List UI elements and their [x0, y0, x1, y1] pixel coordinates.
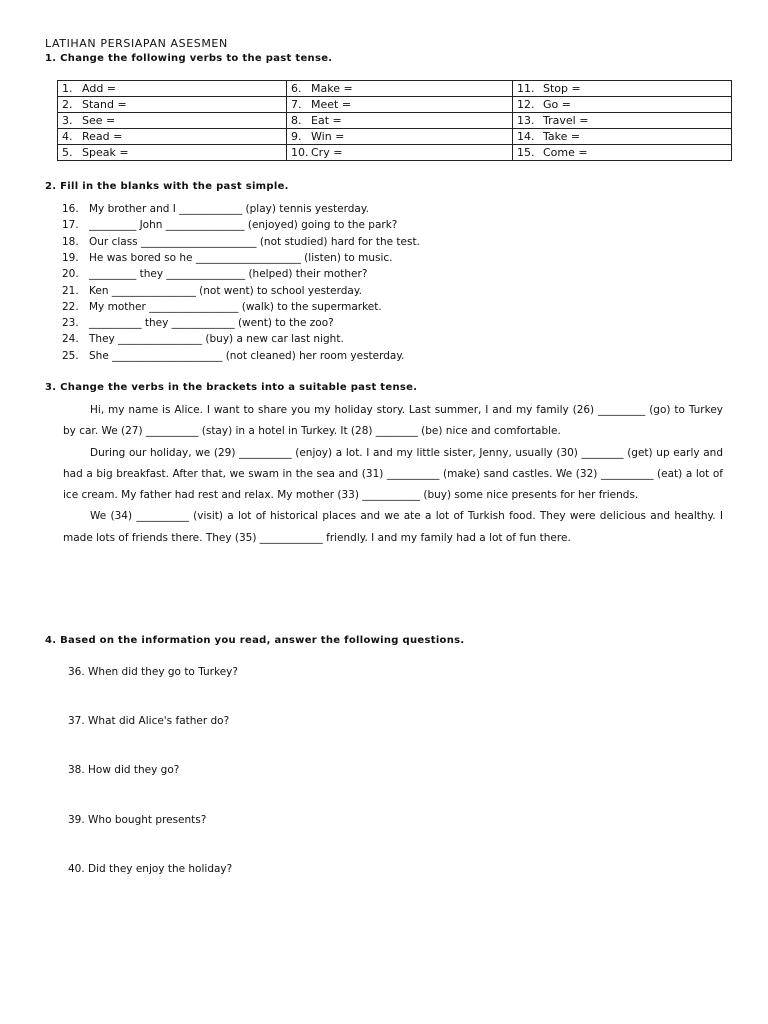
- verb-word: Speak =: [82, 146, 129, 159]
- item-sentence: My mother _________________ (walk) to the supermarket.: [89, 300, 382, 313]
- story-paragraph: During our holiday, we (29) __________ (enjoy) a lot. I and my little sister, Jenny, usually (30) ________ (get) up early and had a big breakfast. After that, we swam in the sea and (31) __________ (make) sand castles. We (32) __________ (eat) a lot of ice cream. My father had rest and relax. My mother (33) ___________ (buy) some nice presents for her friends.: [63, 446, 723, 502]
- verb-number: 10.: [291, 146, 309, 159]
- verb-number: 13.: [517, 114, 535, 127]
- fill-blank-item: [62, 301, 382, 313]
- verb-word: Cry =: [311, 146, 343, 159]
- verb-word: Read =: [82, 130, 123, 143]
- story-paragraph: We (34) __________ (visit) a lot of historical places and we ate a lot of Turkish food. They were delicious and healthy. I made lots of friends there. They (35) ____________ friendly. I and my family had a lot of fun there.: [63, 510, 723, 544]
- question-item: 38. How did they go?: [68, 764, 180, 777]
- fill-blank-item: [62, 317, 334, 329]
- verb-number: 12.: [517, 98, 535, 111]
- question-item: 36. When did they go to Turkey?: [68, 666, 238, 678]
- verb-cell: [58, 81, 287, 97]
- fill-blank-item: [62, 285, 362, 297]
- section1-heading: 1. Change the following verbs to the past tense.: [45, 53, 333, 64]
- verb-cell: [513, 113, 732, 129]
- verb-word: Stand =: [82, 98, 127, 111]
- worksheet-title: LATIHAN PERSIAPAN ASESMEN: [45, 37, 228, 50]
- verb-cell: [58, 145, 287, 161]
- fill-blank-item: [62, 350, 404, 362]
- verbs-table-row: [58, 145, 732, 161]
- fill-blank-item: [62, 219, 397, 231]
- verbs-table-row: [58, 97, 732, 113]
- verb-number: 1.: [62, 82, 73, 95]
- verb-cell: [287, 129, 513, 145]
- verbs-table-row: [58, 113, 732, 129]
- question-item: 37. What did Alice's father do?: [68, 715, 230, 728]
- verb-word: Add =: [82, 82, 117, 95]
- verb-number: 3.: [62, 114, 73, 127]
- item-sentence: Our class ______________________ (not studied) hard for the test.: [89, 235, 420, 248]
- section3-heading: 3. Change the verbs in the brackets into a suitable past tense.: [45, 382, 418, 393]
- question-item: 39. Who bought presents?: [68, 813, 207, 826]
- verb-number: 9.: [291, 130, 302, 143]
- verb-word: Come =: [543, 146, 588, 159]
- item-number: 25.: [62, 349, 79, 362]
- verb-word: Win =: [311, 130, 345, 143]
- item-sentence: _________ they _______________ (helped) their mother?: [89, 268, 368, 281]
- verb-cell: [513, 145, 732, 161]
- verb-number: 7.: [291, 98, 302, 111]
- verb-number: 14.: [517, 130, 535, 143]
- verb-number: 5.: [62, 146, 73, 159]
- verb-word: See =: [82, 114, 116, 127]
- verb-number: 15.: [517, 146, 535, 159]
- verb-word: Stop =: [543, 82, 581, 95]
- item-number: 22.: [62, 300, 79, 313]
- section4-heading: 4. Based on the information you read, answer the following questions.: [45, 635, 465, 646]
- verb-number: 2.: [62, 98, 73, 111]
- fill-blank-item: [62, 236, 420, 248]
- item-sentence: _________ John _______________ (enjoyed) going to the park?: [89, 219, 398, 232]
- fill-blank-item: [62, 333, 344, 345]
- verb-word: Travel =: [543, 114, 589, 127]
- verb-cell: [513, 81, 732, 97]
- verbs-table: [57, 80, 732, 161]
- item-number: 19.: [62, 251, 79, 264]
- verbs-table-row: [58, 129, 732, 145]
- item-number: 20.: [62, 268, 79, 281]
- verb-word: Eat =: [311, 114, 342, 127]
- item-sentence: __________ they ____________ (went) to the zoo?: [89, 317, 334, 330]
- story-paragraph: Hi, my name is Alice. I want to share you my holiday story. Last summer, I and my family (26) _________ (go) to Turkey by car. We (27) __________ (stay) in a hotel in Turkey. It (28) ________ (be) nice and comfortable.: [63, 404, 723, 438]
- verb-number: 8.: [291, 114, 302, 127]
- fill-blank-item: [62, 203, 369, 215]
- verb-cell: [513, 129, 732, 145]
- verb-number: 11.: [517, 82, 535, 95]
- verb-word: Go =: [543, 98, 571, 111]
- item-number: 24.: [62, 333, 79, 346]
- fill-blank-item: [62, 252, 393, 264]
- verb-cell: [58, 97, 287, 113]
- verb-number: 6.: [291, 82, 302, 95]
- section2-heading: 2. Fill in the blanks with the past simple.: [45, 181, 289, 192]
- verb-cell: [287, 81, 513, 97]
- item-sentence: Ken ________________ (not went) to school yesterday.: [89, 284, 362, 297]
- item-sentence: They ________________ (buy) a new car last night.: [89, 333, 344, 346]
- verb-cell: [58, 113, 287, 129]
- verb-cell: [287, 145, 513, 161]
- verb-word: Meet =: [311, 98, 352, 111]
- verb-word: Make =: [311, 82, 353, 95]
- verb-cell: [287, 97, 513, 113]
- item-sentence: My brother and I ____________ (play) tennis yesterday.: [89, 203, 369, 215]
- verb-word: Take =: [543, 130, 581, 143]
- item-number: 17.: [62, 219, 79, 232]
- fill-blank-item: [62, 268, 367, 280]
- item-number: 21.: [62, 284, 79, 297]
- item-number: 23.: [62, 317, 79, 330]
- verb-cell: [287, 113, 513, 129]
- verb-number: 4.: [62, 130, 73, 143]
- question-item: 40. Did they enjoy the holiday?: [68, 862, 233, 875]
- verb-cell: [513, 97, 732, 113]
- verb-cell: [58, 129, 287, 145]
- item-number: 18.: [62, 235, 79, 248]
- item-sentence: She _____________________ (not cleaned) her room yesterday.: [89, 349, 405, 362]
- item-sentence: He was bored so he ____________________ (listen) to music.: [89, 251, 393, 264]
- holiday-story: [63, 400, 723, 549]
- item-number: 16.: [62, 203, 79, 215]
- verbs-table-row: [58, 81, 732, 97]
